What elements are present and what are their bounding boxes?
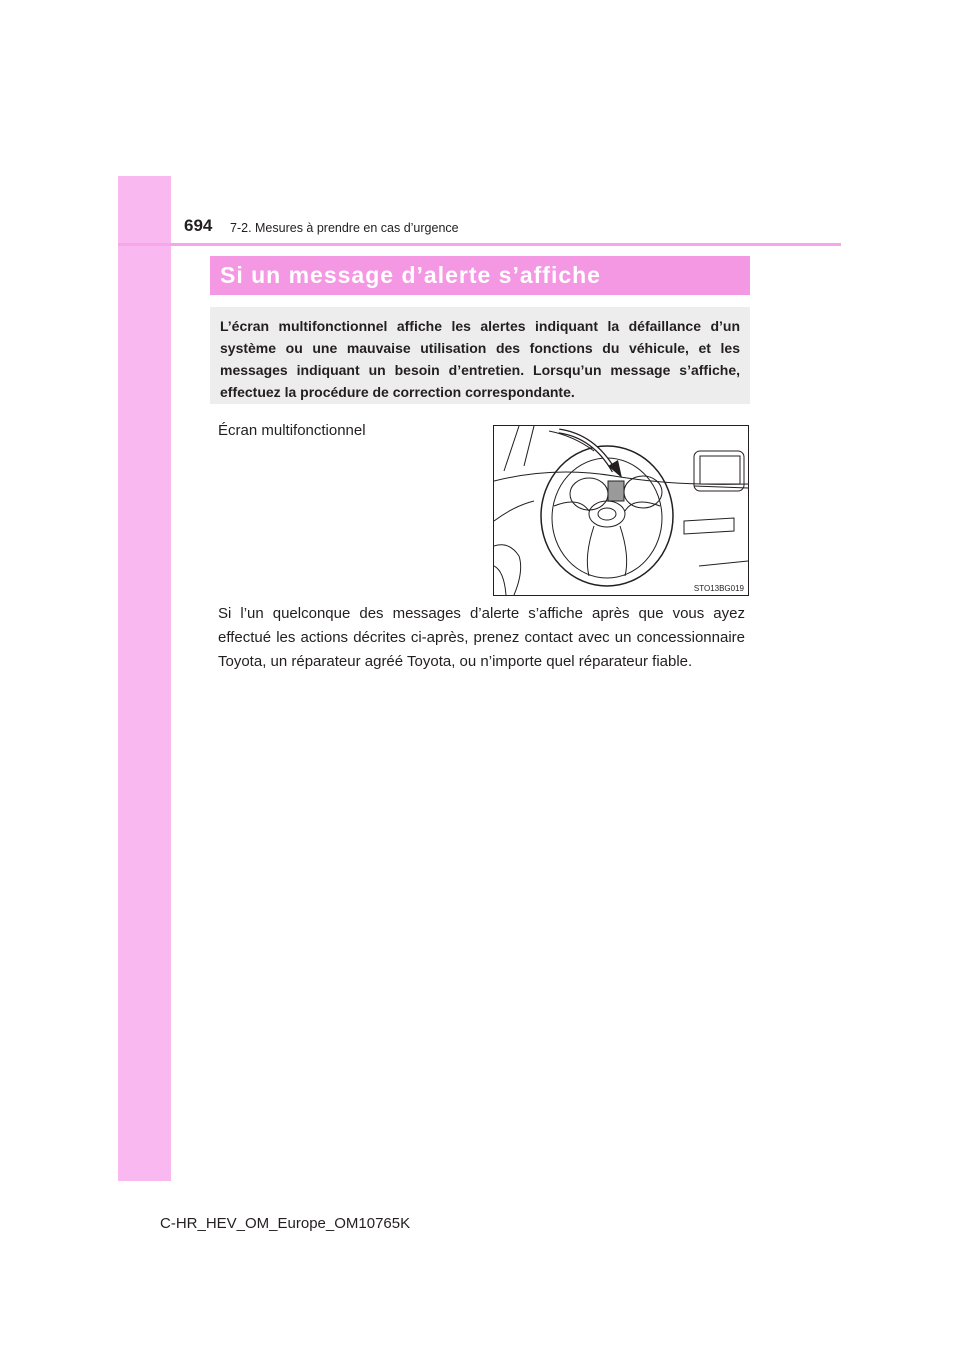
arrow-icon: [559, 431, 614, 471]
intro-box: [210, 307, 750, 404]
section-title: Si un message d’alerte s’affiche: [220, 262, 601, 288]
page-number: 694: [184, 216, 213, 235]
body-paragraph: Si l’un quelconque des messages d’alerte s’affiche après que vous ayez effectué les actions décrites ci-après, prenez contact avec un concessionnaire Toyota, un réparateur agréé Toyota, ou n’importe quel réparateur fiable.: [218, 605, 745, 670]
dashboard-drawing: [494, 426, 748, 595]
dashboard-illustration: [493, 425, 749, 596]
figure-code: STO13BG019: [693, 584, 744, 593]
breadcrumb: 7-2. Mesures à prendre en cas d’urgence: [230, 221, 459, 235]
figure-caption: Écran multifonctionnel: [218, 422, 366, 439]
header-rule: [118, 243, 841, 246]
section-banner: [210, 256, 750, 295]
side-tab: [118, 176, 171, 1181]
multi-display-highlight: [608, 481, 624, 501]
document-id: C-HR_HEV_OM_Europe_OM10765K: [160, 1215, 411, 1232]
intro-text: L’écran multifonctionnel affiche les alertes indiquant la défaillance d’un système ou une mauvaise utilisation des fonctions du véhicule, et les messages indiquant un besoin d’entretien. Lorsqu’un message s’affiche, effectuez la procédure de correction correspondante.: [220, 318, 740, 400]
